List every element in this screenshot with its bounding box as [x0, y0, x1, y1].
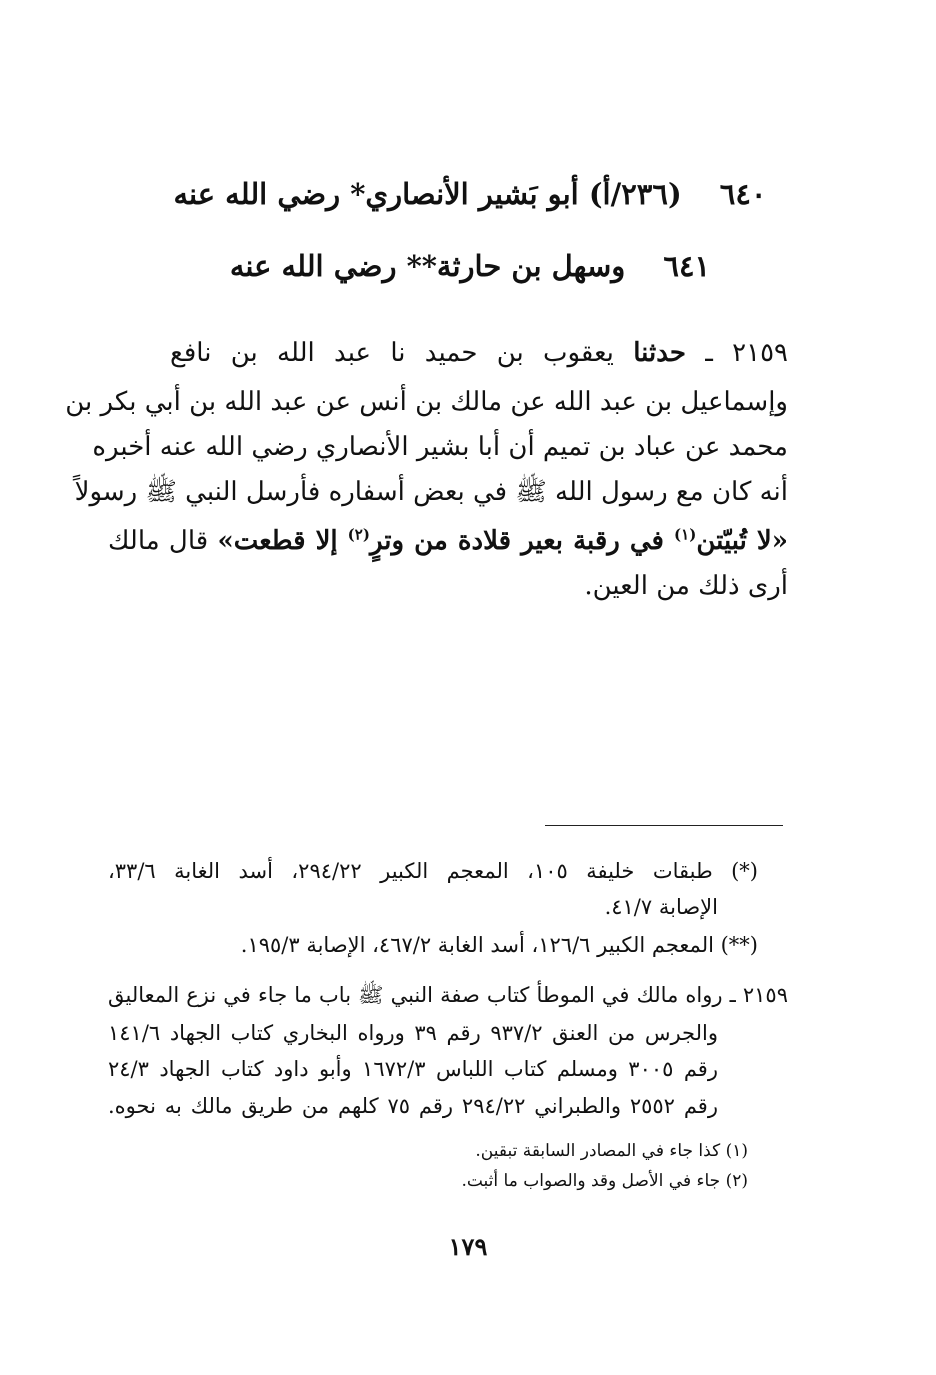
footnote-ref-2: (٢) — [347, 525, 370, 544]
hadith-number: ٢١٥٩ ـ — [705, 338, 789, 368]
takhrij-line-3: رقم ٣٠٠٥ ومسلم كتاب اللباس ١٦٧٢/٣ وأبو داود كتاب الجهاد ٢٤/٣ — [108, 1057, 718, 1081]
footnote-ref-1: (١) — [674, 525, 697, 544]
quote-part: «لا تُبيّتن — [696, 526, 788, 556]
footnote-star-1-line-2: الإصابة ٤١/٧. — [604, 895, 718, 919]
footnote-separator — [545, 825, 783, 826]
quote-part: إلا قطعت» — [217, 526, 338, 556]
quote-part: في رقبة بعير قلادة من وترٍ — [369, 526, 664, 556]
page-number: ١٧٩ — [448, 1232, 488, 1261]
hadith-line-4: أنه كان مع رسول الله ﷺ في بعض أسفاره فأرسل النبي ﷺ رسولاً — [74, 477, 788, 507]
note-1: (١) كذا جاء في المصادر السابقة تبقين. — [475, 1141, 748, 1161]
heading-number: ٦٤٠ — [719, 177, 767, 211]
hadith-line-1 — [170, 330, 788, 376]
heading-number: ٦٤١ — [663, 249, 711, 283]
heading-text: (٢٣٦/أ) أبو بَشير الأنصاري* رضي الله عنه — [173, 177, 682, 211]
hadith-text: يعقوب بن حميد نا عبد الله بن نافع — [170, 338, 614, 368]
hadith-line-5 — [108, 518, 788, 564]
hadith-text: قال مالك — [108, 526, 209, 556]
takhrij-line-1: ٢١٥٩ ـ رواه مالك في الموطأ كتاب صفة النبي ﷺ باب ما جاء في نزع المعاليق — [108, 983, 788, 1007]
hadith-line-2: وإسماعيل بن عبد الله عن مالك بن أنس عن عبد الله بن أبي بكر بن — [65, 387, 788, 417]
prophetic-quote — [217, 526, 788, 556]
note-2: (٢) جاء في الأصل وقد والصواب ما أثبت. — [461, 1171, 748, 1191]
hadith-line-3: محمد عن عباد بن تميم أن أبا بشير الأنصاري رضي الله عنه أخبره — [92, 432, 788, 462]
hadith-line-6: أرى ذلك من العين. — [584, 571, 788, 601]
footnote-star-1-line-1: (*) طبقات خليفة ١٠٥، المعجم الكبير ٢٩٤/٢٢، أسد الغابة ٣٣/٦، — [108, 859, 759, 883]
heading-text: وسهل بن حارثة** رضي الله عنه — [229, 249, 626, 283]
takhrij-line-4: رقم ٢٥٥٢ والطبراني ٢٩٤/٢٢ رقم ٧٥ كلهم من طريق مالك به نحوه. — [108, 1094, 718, 1118]
takhrij-line-2: والجرس من العنق ٩٣٧/٢ رقم ٣٩ ورواه البخاري كتاب الجهاد ١٤١/٦ — [108, 1021, 718, 1045]
hadith-intro-word: حدثنا — [633, 338, 686, 368]
chapter-heading-640 — [150, 172, 790, 216]
chapter-heading-641 — [150, 244, 790, 288]
footnote-star-2: (**) المعجم الكبير ١٢٦/٦، أسد الغابة ٤٦٧/٢، الإصابة ١٩٥/٣. — [240, 933, 758, 957]
